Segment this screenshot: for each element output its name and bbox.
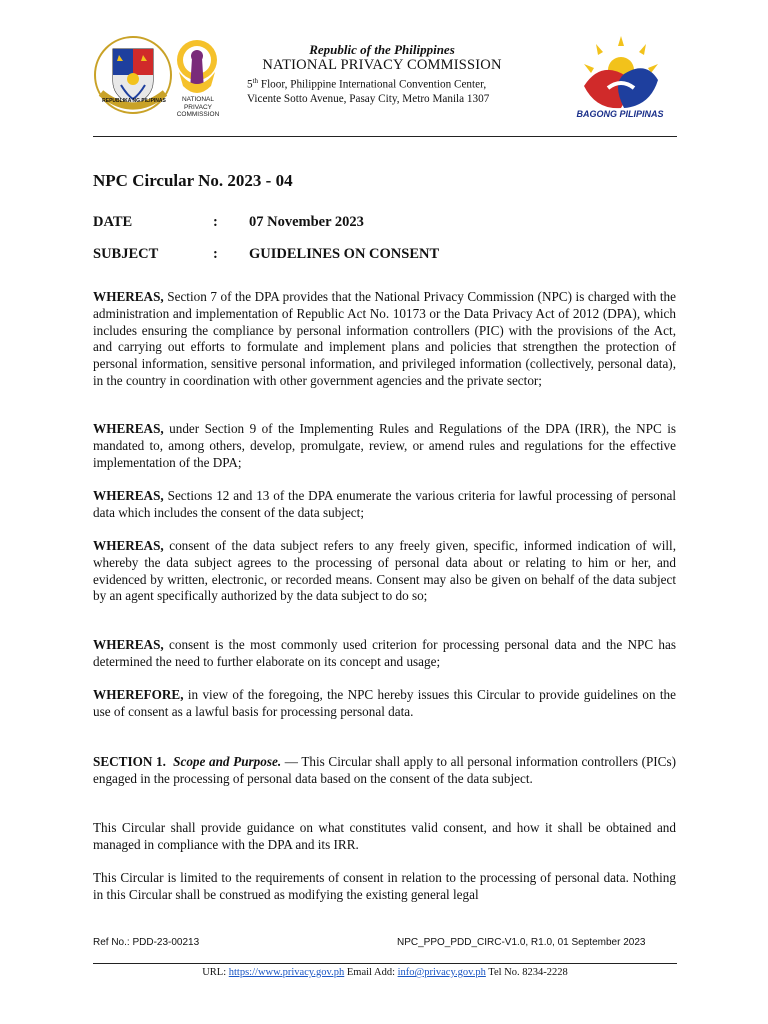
seal-text: REPUBLIKA NG PILIPINAS [102,98,166,104]
body-paragraph-2: This Circular is limited to the requirements of consent in relation to the processing of personal data. Nothing in this Circular shall be construed as modifying the existing general legal [93,870,676,902]
agency-address: 5th Floor, Philippine International Convention Center, Vicente Sotto Avenue, Pasay City, Metro Manila 1307 [247,77,490,105]
whereas-paragraph-5: WHEREAS, consent is the most commonly used criterion for processing personal data and the NPC has determined the need to further elaborate on its concept and usage; [93,637,676,669]
subject-colon: : [213,246,218,262]
date-colon: : [213,214,218,230]
subject-label: SUBJECT [93,246,159,262]
section-1-paragraph: SECTION 1. Scope and Purpose. — This Circular shall apply to all personal information controllers (PICs) engaged in the processing of personal data based on the consent of the data subject. [93,754,677,786]
wherefore-paragraph: WHEREFORE, in view of the foregoing, the NPC hereby issues this Circular to provide guidelines on the use of consent as a lawful basis for processing personal data. [93,687,676,719]
whereas-paragraph-4: WHEREAS, consent of the data subject refers to any freely given, specific, informed indication of will, whereby the data subject agrees to the processing of personal data about or relating to him or her, and evidenced by written, electronic, or recorded means. Consent may also be given on behalf of the data subject by an agent specifically authorized by the data subject to do so; [93,538,676,604]
date-label: DATE [93,214,133,230]
subject-value: GUIDELINES ON CONSENT [249,246,440,262]
footer-contact: URL: https://www.privacy.gov.ph Email Add: info@privacy.gov.ph Tel No. 8234-2228 [202,967,568,978]
bagong-pilipinas-text: BAGONG PILIPINAS [576,109,664,119]
whereas-paragraph-3: WHEREAS, Sections 12 and 13 of the DPA enumerate the various criteria for lawful processing of personal data which includes the consent of the data subject; [93,488,676,520]
circular-title: NPC Circular No. 2023 - 04 [93,171,293,190]
header-divider [93,136,677,137]
reference-number: Ref No.: PDD-23-00213 [93,937,200,948]
npc-logo-text: NATIONAL PRIVACY COMMISSION [176,96,220,118]
republic-heading: Republic of the Philippines [309,42,455,57]
body-paragraph-1: This Circular shall provide guidance on what constitutes valid consent, and how it shall be obtained and managed in compliance with the DPA and its IRR. [93,820,676,852]
whereas-paragraph-1: WHEREAS, Section 7 of the DPA provides that the National Privacy Commission (NPC) is charged with the administration and implementation of Republic Act No. 10173 or the Data Privacy Act of 2012 (DPA), which includes ensuring the compliance by personal information controllers (PIC) with the provisions of the Act, and carrying out efforts to formulate and implement plans and policies that strengthen the protection of personal information, sensitive personal information, and privileged information (collectively, personal data), in the country in coordination with other government agencies and the private sector; [93,289,676,388]
document-version: NPC_PPO_PDD_CIRC-V1.0, R1.0, 01 September 2023 [397,937,646,948]
email-link[interactable]: info@privacy.gov.ph [397,967,486,978]
whereas-paragraph-2: WHEREAS, under Section 9 of the Implementing Rules and Regulations of the DPA (IRR), the NPC is mandated to, among others, develop, promulgate, review, or amend rules and regulations for the effective implementation of the DPA; [93,421,676,470]
footer-divider [93,963,677,964]
agency-name: NATIONAL PRIVACY COMMISSION [262,57,502,73]
date-value: 07 November 2023 [249,214,364,230]
website-link[interactable]: https://www.privacy.gov.ph [228,967,345,978]
